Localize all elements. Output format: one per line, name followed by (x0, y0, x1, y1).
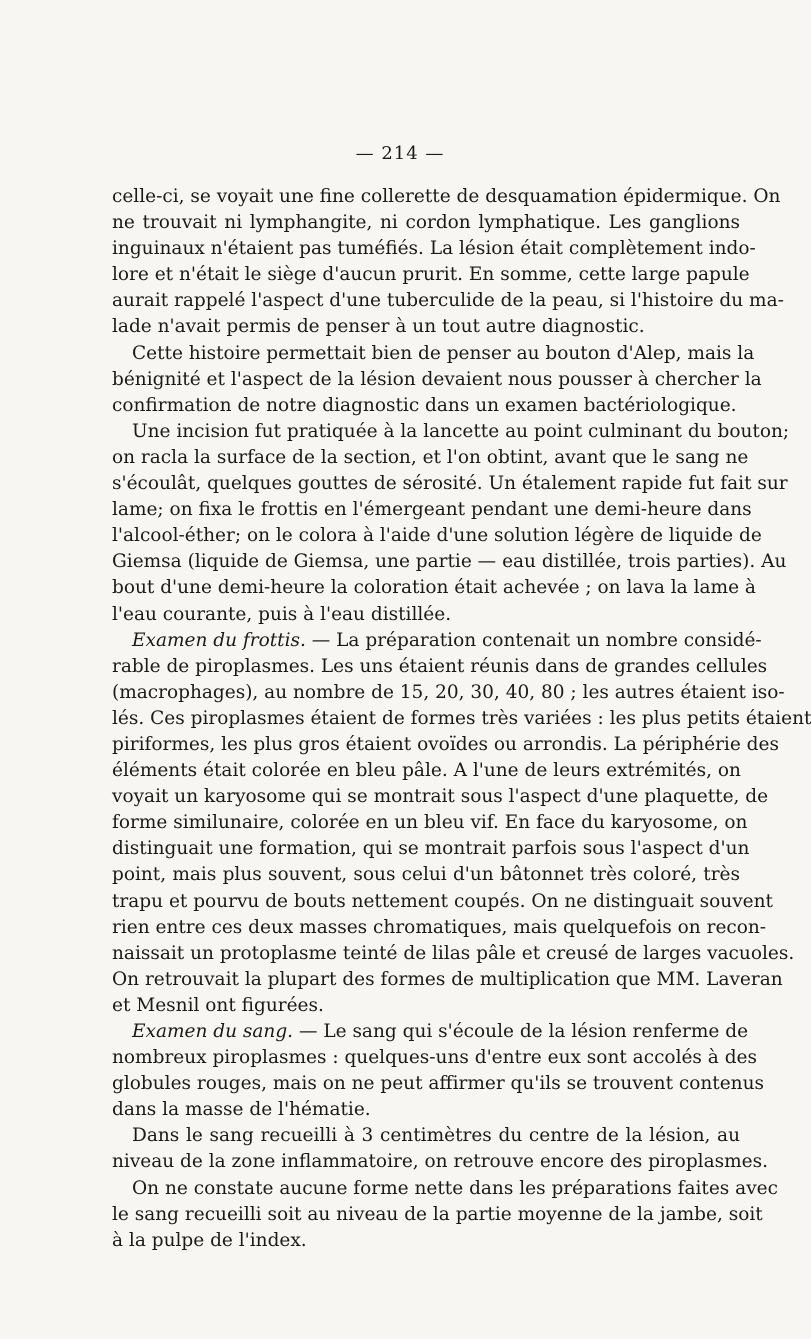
text-line (112, 784, 769, 810)
text-line (112, 549, 787, 575)
line-text: lame; on fixa le frottis en l'émergeant pendant une demi-heure dans (112, 499, 752, 521)
text-line (112, 706, 811, 732)
text-line (112, 1071, 764, 1097)
text-line (112, 471, 788, 497)
line-text: lade n'avait permis de penser à un tout autre diagnostic. (112, 316, 645, 338)
line-text: bénignité et l'aspect de la lésion devaient nous pousser à chercher la (112, 368, 762, 390)
line-text: distinguait une formation, qui se montrait parfois sous l'aspect d'un (112, 838, 750, 860)
text-line (112, 210, 740, 236)
text-line (112, 941, 795, 967)
line-text: lore et n'était le siège d'aucun prurit. En somme, cette large papule (112, 264, 750, 286)
line-text: Dans le sang recueilli à 3 centimètres du centre de la lésion, au (132, 1125, 740, 1147)
text-line (112, 419, 790, 445)
text-line (112, 262, 750, 288)
text-line (112, 393, 740, 419)
line-text: l'eau courante, puis à l'eau distillée. (112, 603, 452, 625)
text-line (112, 236, 756, 262)
line-text: confirmation de notre diagnostic dans un examen bactériologique. (112, 394, 737, 416)
line-text: piriformes, les plus gros étaient ovoïdes ou arrondis. La périphérie des (112, 733, 779, 755)
text-line (112, 314, 740, 340)
line-text: et Mesnil ont figurées. (112, 994, 324, 1016)
page-number: — 214 — (355, 143, 445, 164)
line-text: forme similunaire, colorée en un bleu vif. En face du karyosome, on (112, 812, 748, 834)
line-text: le sang recueilli soit au niveau de la partie moyenne de la jambe, soit (112, 1203, 763, 1225)
text-line (112, 1019, 749, 1045)
text-line (112, 680, 785, 706)
body-text (112, 184, 811, 1254)
line-text: trapu et pourvu de bouts nettement coupés. On ne distinguait souvent (112, 890, 773, 912)
line-text: point, mais plus souvent, sous celui d'un bâtonnet très coloré, très (112, 864, 740, 886)
text-line (112, 628, 762, 654)
line-text: on racla la surface de la section, et l'on obtint, avant que le sang ne (112, 446, 749, 468)
text-line (112, 862, 740, 888)
text-line (112, 497, 752, 523)
text-line (112, 915, 767, 941)
line-text: On ne constate aucune forme nette dans les préparations faites avec (132, 1177, 778, 1199)
line-text: niveau de la zone inflammatoire, on retrouve encore des piroplasmes. (112, 1151, 768, 1173)
line-text: (macrophages), au nombre de 15, 20, 30, 40, 80 ; les autres étaient iso- (112, 681, 785, 703)
line-text: — Le sang qui s'écoule de la lésion renferme de (293, 1021, 749, 1042)
text-line (112, 341, 755, 367)
line-text: s'écoulât, quelques gouttes de sérosité. Un étalement rapide fut fait sur (112, 473, 788, 495)
line-text: éléments était colorée en bleu pâle. A l'une de leurs extrémités, on (112, 760, 741, 782)
section-heading: Examen du sang. (132, 1021, 294, 1042)
line-text: Cette histoire permettait bien de penser au bouton d'Alep, mais la (132, 342, 755, 364)
text-line (112, 367, 762, 393)
text-line (112, 1202, 763, 1228)
line-text: rable de piroplasmes. Les uns étaient réunis dans de grandes cellules (112, 655, 768, 677)
text-line (112, 288, 784, 314)
line-text: Une incision fut pratiquée à la lancette au point culminant du bouton; (132, 420, 790, 442)
text-line (112, 445, 749, 471)
text-line (112, 1045, 757, 1071)
text-line (112, 993, 740, 1019)
line-text: à la pulpe de l'index. (112, 1229, 307, 1251)
line-text: lés. Ces piroplasmes étaient de formes très variées : les plus petits étaient (112, 707, 811, 729)
text-line (112, 836, 750, 862)
line-text: naissait un protoplasme teinté de lilas pâle et creusé de larges vacuoles. (112, 942, 795, 964)
text-line (112, 967, 783, 993)
line-text: inguinaux n'étaient pas tuméfiés. La lésion était complètement indo- (112, 238, 756, 260)
line-text: rien entre ces deux masses chromatiques, mais quelquefois on recon- (112, 916, 767, 938)
text-line (112, 523, 762, 549)
text-line (112, 810, 748, 836)
text-line (112, 602, 740, 628)
section-heading: Examen du frottis. (132, 629, 306, 651)
text-line (112, 758, 740, 784)
line-text: nombreux piroplasmes : quelques-uns d'entre eux sont accolés à des (112, 1047, 757, 1069)
text-line (112, 1176, 778, 1202)
text-line (112, 654, 768, 680)
line-text: bout d'une demi-heure la coloration était achevée ; on lava la lame à (112, 577, 756, 599)
text-line (112, 1123, 740, 1149)
text-line (112, 889, 773, 915)
line-text: globules rouges, mais on ne peut affirmer qu'ils se trouvent contenus (112, 1073, 764, 1095)
line-text: Giemsa (liquide de Giemsa, une partie — eau distillée, trois parties). Au (112, 551, 787, 573)
text-line (112, 575, 756, 601)
text-line (112, 732, 779, 758)
line-text: celle-ci, se voyait une fine collerette de desquamation épidermique. On (112, 186, 781, 207)
text-line (112, 184, 781, 210)
line-text: — La préparation contenait un nombre considé- (305, 629, 762, 651)
line-text: On retrouvait la plupart des formes de multiplication que MM. Laveran (112, 968, 783, 990)
line-text: dans la masse de l'hématie. (112, 1099, 371, 1121)
line-text: ne trouvait ni lymphangite, ni cordon lymphatique. Les ganglions (112, 212, 740, 234)
line-text: aurait rappelé l'aspect d'une tuberculide de la peau, si l'histoire du ma- (112, 290, 784, 312)
text-line (112, 1149, 768, 1175)
text-line (112, 1097, 740, 1123)
line-text: l'alcool-éther; on le colora à l'aide d'une solution légère de liquide de (112, 525, 762, 547)
text-line (112, 1228, 740, 1254)
line-text: voyait un karyosome qui se montrait sous l'aspect d'une plaquette, de (112, 786, 769, 808)
